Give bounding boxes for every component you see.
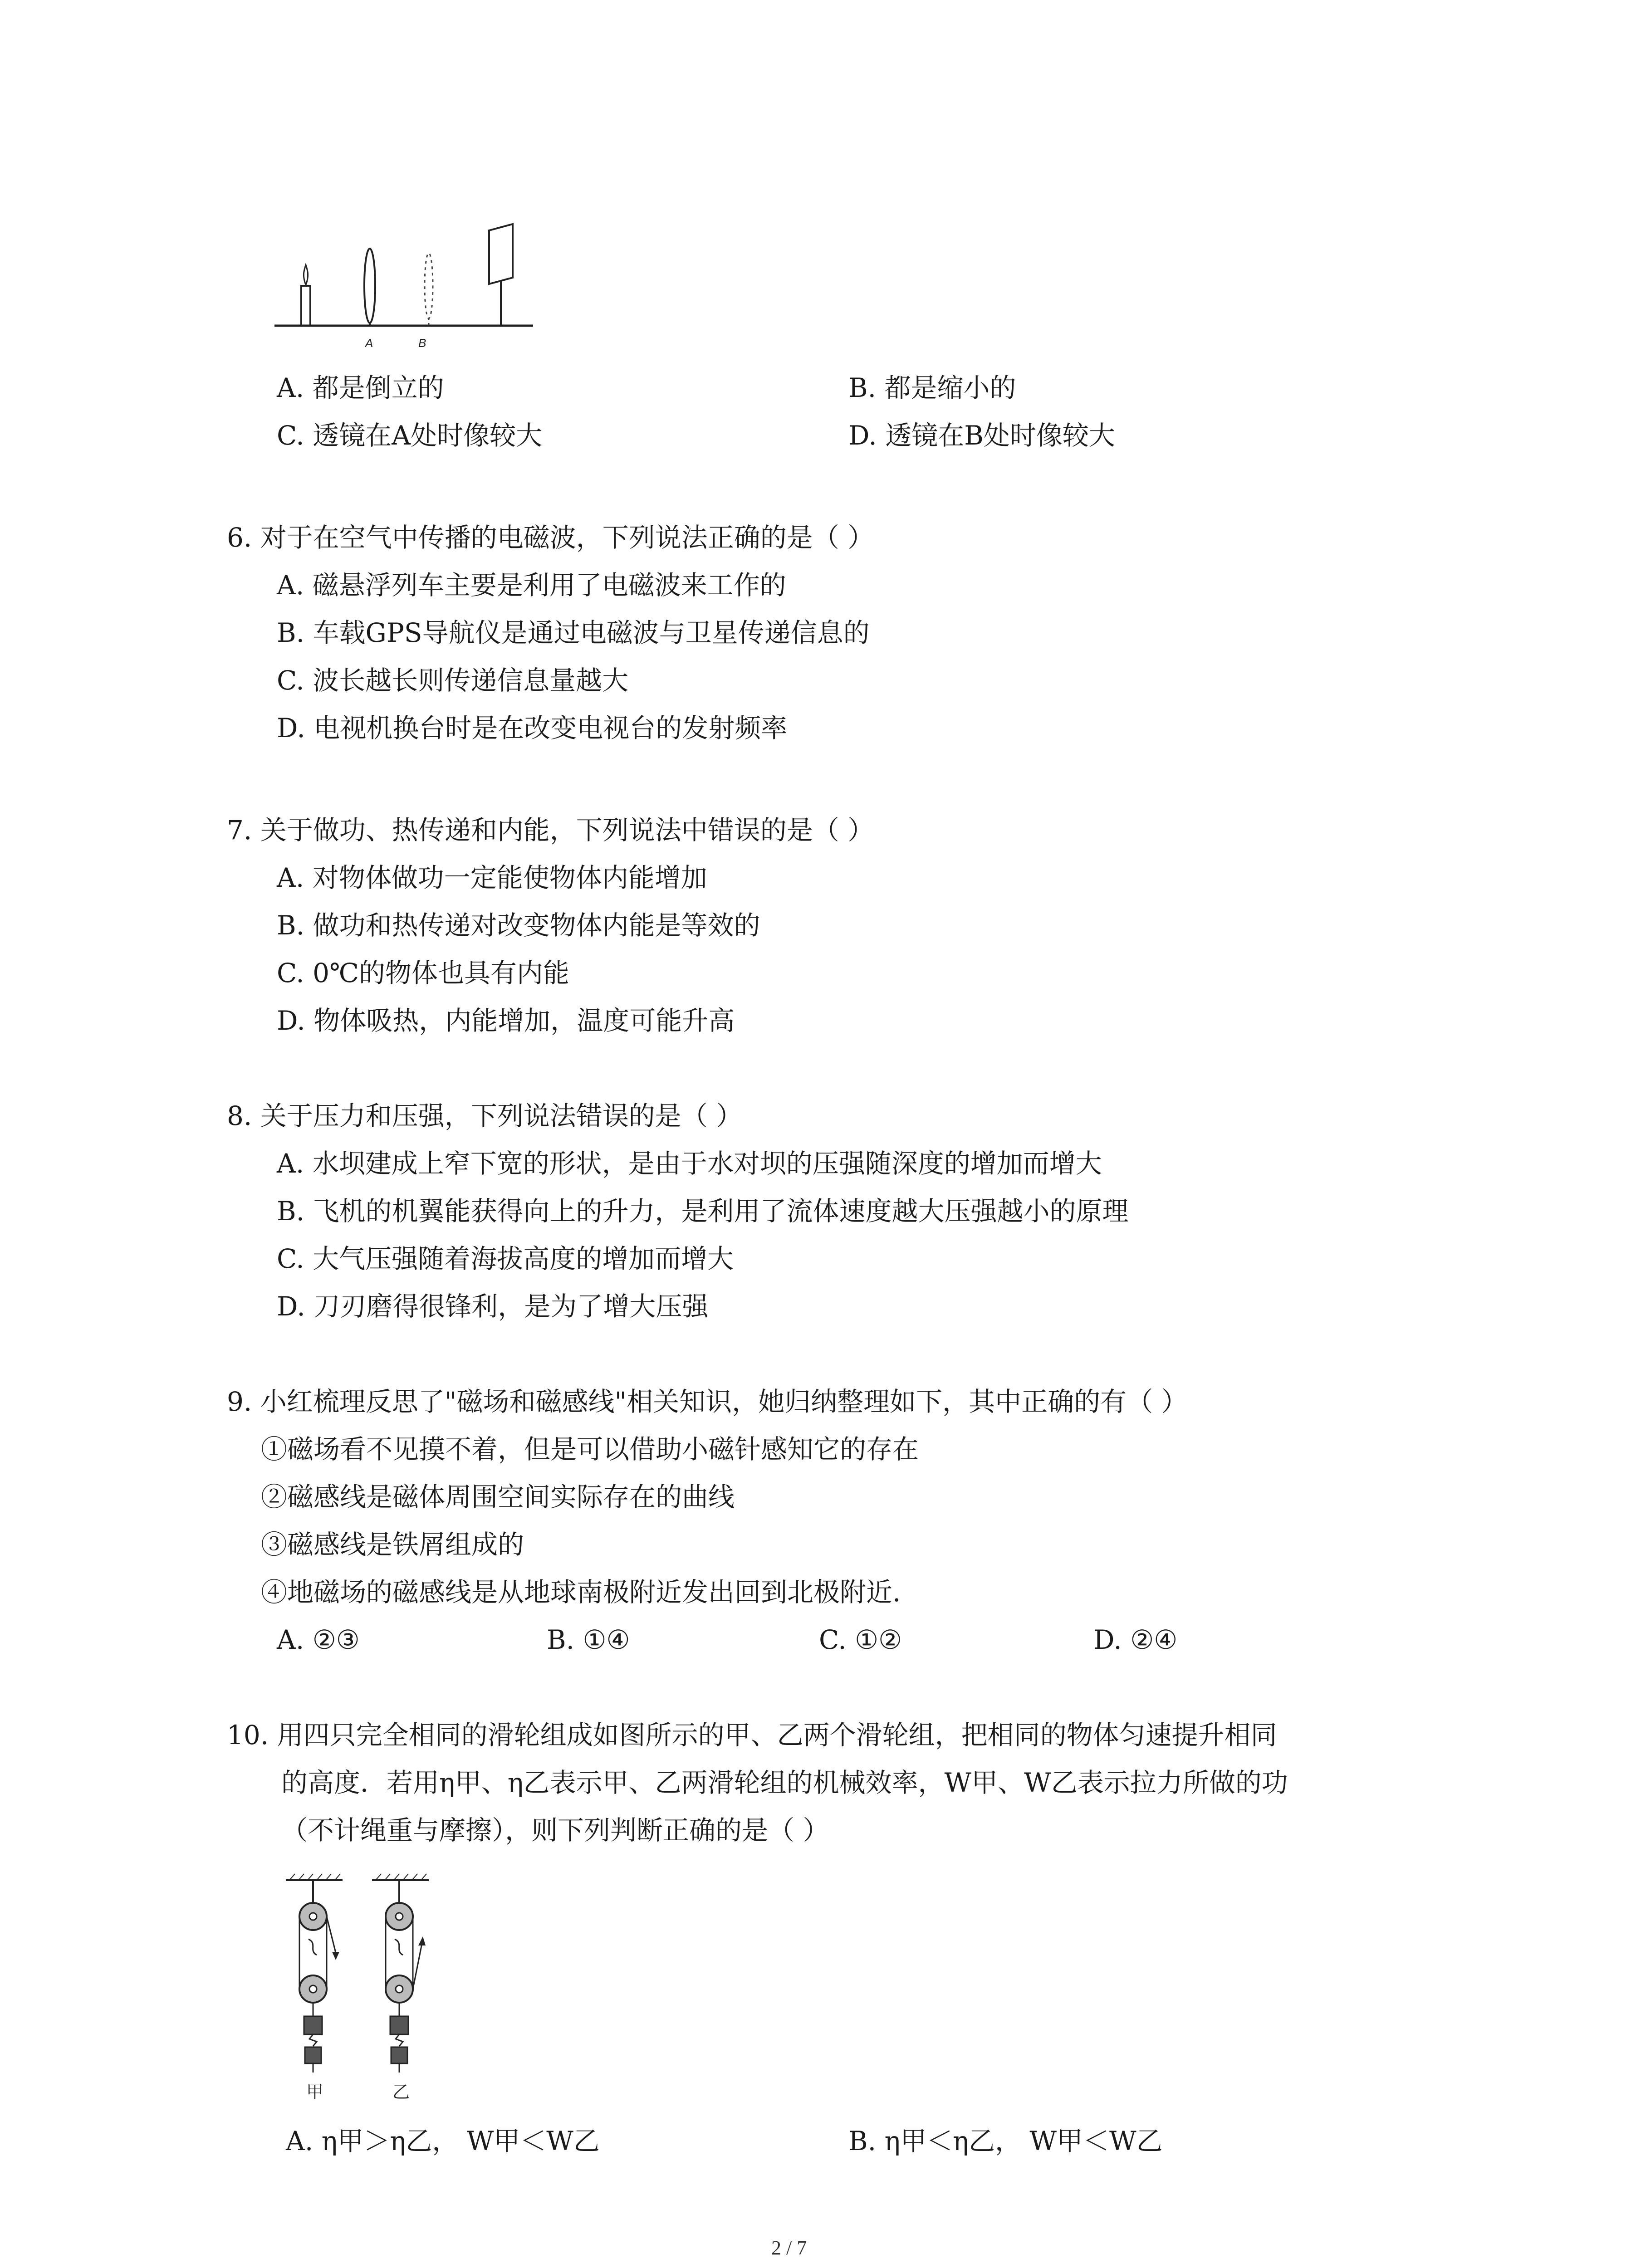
convex-lens-icon (364, 249, 375, 326)
q5-option-b: B. 都是缩小的 (848, 372, 1016, 403)
screen-icon (489, 224, 513, 326)
q9-option-c: C. ①② (819, 1624, 902, 1655)
q9-statement-4: ④地磁场的磁感线是从地球南极附近发出回到北极附近. (261, 1577, 901, 1608)
q10-stem-line-2: 的高度．若用η甲、η乙表示甲、乙两滑轮组的机械效率，W甲、W乙表示拉力所做的功 (281, 1767, 1288, 1798)
q5-option-c: C. 透镜在A处时像较大 (277, 420, 543, 451)
weight-icon (305, 2047, 321, 2063)
q9-option-a: A. ②③ (277, 1624, 360, 1655)
q7-option-c: C. 0℃的物体也具有内能 (277, 958, 569, 988)
weight-icon (391, 2047, 407, 2063)
q10-stem-line-1: 10. 用四只完全相同的滑轮组成如图所示的甲、乙两个滑轮组，把相同的物体匀速提升相同 (227, 1720, 1277, 1750)
pulley-label-yi: 乙 (392, 2083, 410, 2102)
weight-icon (304, 2016, 322, 2034)
q8-option-d: D. 刀刃磨得很锋利，是为了增大压强 (277, 1291, 709, 1322)
q10-option-a: A. η甲＞η乙， W甲＜W乙 (286, 2126, 600, 2156)
q9-statement-3: ③磁感线是铁屑组成的 (261, 1529, 524, 1560)
q7-stem: 7. 关于做功、热传递和内能，下列说法中错误的是（ ） (227, 815, 874, 846)
lens-experiment-figure (272, 218, 535, 354)
q10-stem-line-3: （不计绳重与摩擦），则下列判断正确的是（ ） (281, 1815, 829, 1846)
q9-statement-2: ②磁感线是磁体周围空间实际存在的曲线 (261, 1481, 735, 1512)
lens-position-a-label: A (365, 336, 373, 350)
pulley-system-yi (386, 1880, 426, 2072)
dashed-lens-position-icon (425, 253, 433, 326)
q7-option-b: B. 做功和热传递对改变物体内能是等效的 (277, 910, 760, 941)
pulley-systems-figure (281, 1871, 472, 2116)
ceiling-right-icon (372, 1874, 429, 1880)
q9-option-b: B. ①④ (547, 1624, 630, 1655)
candle-icon (301, 265, 310, 326)
q6-option-d: D. 电视机换台时是在改变电视台的发射频率 (277, 713, 788, 743)
q8-stem: 8. 关于压力和压强，下列说法错误的是（ ） (227, 1100, 743, 1131)
q9-option-d: D. ②④ (1093, 1624, 1178, 1655)
page-number: 2 / 7 (771, 2237, 807, 2259)
ceiling-left-icon (286, 1874, 343, 1880)
q6-option-a: A. 磁悬浮列车主要是利用了电磁波来工作的 (277, 570, 786, 601)
lens-position-b-label: B (418, 336, 426, 350)
pull-arrow-down-icon (332, 1952, 339, 1960)
q8-option-b: B. 飞机的机翼能获得向上的升力，是利用了流体速度越大压强越小的原理 (277, 1196, 1129, 1227)
q8-option-a: A. 水坝建成上窄下宽的形状，是由于水对坝的压强随深度的增加而增大 (277, 1148, 1102, 1179)
pulley-label-jia: 甲 (306, 2083, 324, 2102)
q10-option-b: B. η甲＜η乙， W甲＜W乙 (848, 2126, 1163, 2156)
weight-icon (390, 2016, 408, 2034)
q7-option-a: A. 对物体做功一定能使物体内能增加 (277, 862, 707, 893)
pulley-system-jia (299, 1880, 339, 2072)
q5-option-a: A. 都是倒立的 (277, 372, 444, 403)
q9-statement-1: ①磁场看不见摸不着，但是可以借助小磁针感知它的存在 (261, 1434, 919, 1465)
q8-option-c: C. 大气压强随着海拔高度的增加而增大 (277, 1243, 734, 1274)
q6-option-b: B. 车载GPS导航仪是通过电磁波与卫星传递信息的 (277, 617, 870, 648)
pull-arrow-up-icon (418, 1936, 426, 1945)
q6-stem: 6. 对于在空气中传播的电磁波，下列说法正确的是（ ） (227, 522, 874, 553)
q9-stem: 9. 小红梳理反思了"磁场和磁感线"相关知识，她归纳整理如下，其中正确的有（ ） (227, 1386, 1188, 1417)
q6-option-c: C. 波长越长则传递信息量越大 (277, 665, 629, 696)
q7-option-d: D. 物体吸热，内能增加，温度可能升高 (277, 1005, 735, 1036)
q5-option-d: D. 透镜在B处时像较大 (848, 420, 1115, 451)
